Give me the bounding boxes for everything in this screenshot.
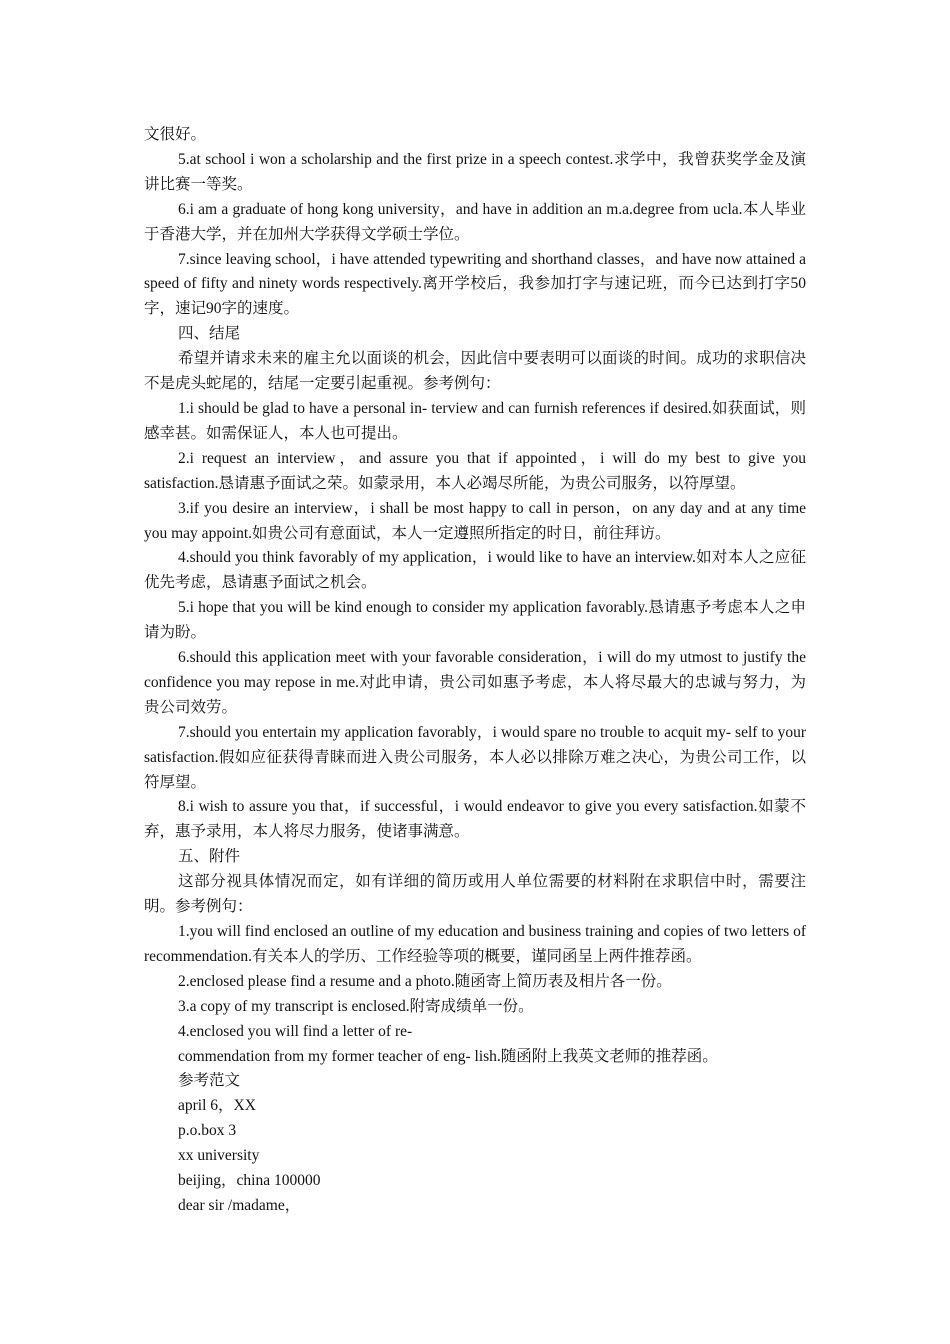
paragraph: 1.i should be glad to have a personal in- terview and can furnish references if desired.如获面试，则感幸甚。如需保证人，本人也可提出。 — [144, 399, 806, 442]
paragraph: 文很好。 — [144, 126, 207, 143]
sample-letter-heading: 参考范文 — [178, 1072, 241, 1090]
paragraph: 4.enclosed you will find a letter of re- — [178, 1022, 413, 1040]
paragraph: 6.i am a graduate of hong kong university，and have in addition an m.a.degree from ucla.本人毕业于香港大学，并在加州大学获得文学硕士学位。 — [144, 200, 806, 243]
letter-address-line: beijing，china 100000 — [178, 1172, 321, 1190]
paragraph: 3.if you desire an interview，i shall be most happy to call in person，on any day and at any time you may appoint.如贵公司有意面试，本人一定遵照所指定的时日，前往拜访。 — [144, 499, 806, 542]
letter-address-line: p.o.box 3 — [178, 1122, 237, 1140]
paragraph: 希望并请求未来的雇主允以面谈的机会，因此信中要表明可以面谈的时间。成功的求职信决不是虎头蛇尾的，结尾一定要引起重视。参考例句： — [144, 350, 806, 393]
letter-address-line: xx university — [178, 1147, 260, 1165]
paragraph: 4.should you think favorably of my application，i would like to have an interview.如对本人之应征优先考虑，恳请惠予面试之机会。 — [144, 549, 806, 592]
paragraph: 7.should you entertain my application favorably，i would spare no trouble to acquit my- self to your satisfaction.假如应征获得青睐而进入贵公司服务，本人必以排除万难之决心，为贵公司工作，以符厚望。 — [144, 723, 806, 791]
paragraph: 2.enclosed please find a resume and a photo.随函寄上简历表及相片各一份。 — [178, 972, 672, 990]
section-heading-closing: 四、结尾 — [178, 325, 241, 343]
section-heading-attachments: 五、附件 — [178, 848, 241, 866]
paragraph: 这部分视具体情况而定，如有详细的简历或用人单位需要的材料附在求职信中时，需要注明。参考例句： — [144, 873, 806, 916]
letter-date: april 6，XX — [178, 1097, 256, 1115]
paragraph: 2.i request an interview，and assure you that if appointed，i will do my best to give you satisfaction.恳请惠予面试之荣。如蒙录用，本人必竭尽所能，为贵公司服务，以符厚望。 — [144, 449, 806, 492]
paragraph: 5.i hope that you will be kind enough to consider my application favorably.恳请惠予考虑本人之申请为盼。 — [144, 599, 806, 642]
letter-salutation: dear sir /madame， — [178, 1196, 301, 1214]
paragraph: 3.a copy of my transcript is enclosed.附寄成绩单一份。 — [178, 997, 534, 1015]
paragraph: 5.at school i won a scholarship and the first prize in a speech contest.求学中，我曾获奖学金及演讲比赛一等奖。 — [144, 150, 806, 193]
paragraph: 8.i wish to assure you that，if successful，i would endeavor to give you every satisfaction.如蒙不弃，惠予录用，本人将尽力服务，使诸事满意。 — [144, 798, 806, 841]
paragraph: 6.should this application meet with your favorable consideration，i will do my utmost to justify the confidence you may repose in me.对此申请，贵公司如惠予考虑，本人将尽最大的忠诚与努力，为贵公司效劳。 — [144, 649, 806, 716]
block-line: commendation from my former teacher of eng- lish.随函附上我英文老师的推荐函。 — [178, 1047, 718, 1065]
document-page — [144, 123, 806, 1219]
paragraph: 1.you will find enclosed an outline of my education and business training and copies of two letters of recommendation.有关本人的学历、工作经验等项的概要，谨同函呈上两件推荐函。 — [144, 923, 806, 965]
paragraph: 7.since leaving school，i have attended typewriting and shorthand classes，and have now attained a speed of fifty and ninety words respectively.离开学校后，我参加打字与速记班，而今已达到打字50字，速记90字的速度。 — [144, 250, 806, 318]
